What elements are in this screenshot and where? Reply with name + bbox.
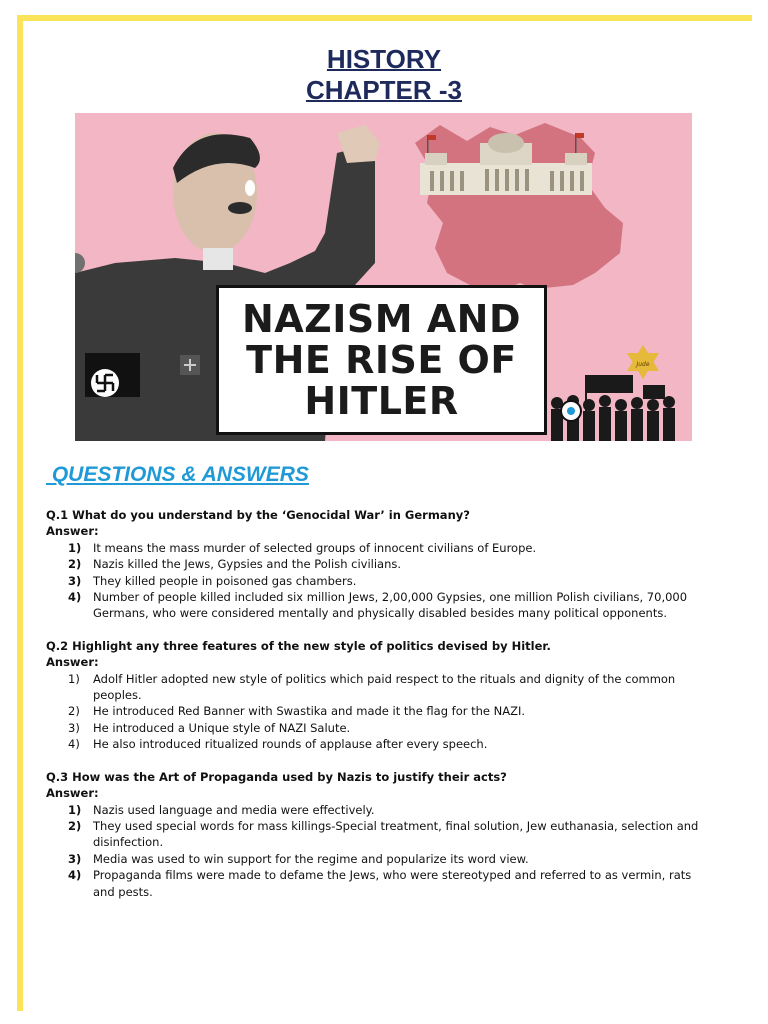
answer-item <box>46 851 706 867</box>
badge-label: Jude <box>636 361 650 368</box>
question-block-3 <box>46 769 706 900</box>
banner-title-line-2: THE RISE OF <box>246 337 517 382</box>
page-title <box>0 44 768 106</box>
chapter-title: CHAPTER -3 <box>305 75 462 105</box>
answer-item <box>46 867 706 900</box>
answer-text: He introduced Red Banner with Swastika and made it the flag for the NAZI. <box>93 704 526 719</box>
answer-number: 1) <box>68 540 82 555</box>
answer-item <box>46 703 706 719</box>
answer-item <box>46 556 706 572</box>
answer-number: 2) <box>68 818 82 833</box>
question-block-2 <box>46 638 706 753</box>
page-border-left <box>17 15 23 1011</box>
answer-text: Number of people killed included six million Jews, 2,00,000 Gypsies, one million Polish civilians, 70,000 Germans, who were considered mentally and physically disabled besides many political opponents. <box>93 590 688 621</box>
answer-number: 1) <box>68 802 82 817</box>
answer-number: 2) <box>68 557 82 572</box>
answer-item <box>46 802 706 818</box>
question-block-1 <box>46 507 706 622</box>
answer-text: Adolf Hitler adopted new style of politics which paid respect to the rituals and dignity of the common peoples. <box>93 671 676 703</box>
answer-number: 3) <box>68 851 82 866</box>
answer-label: Answer: <box>46 786 99 801</box>
answer-text: Propaganda films were made to defame the Jews, who were stereotyped and referred to as vermin, rats and pests. <box>93 868 692 899</box>
answer-item <box>46 818 706 851</box>
answer-number: 3) <box>68 720 80 735</box>
answer-text: Nazis used language and media were effectively. <box>93 802 375 817</box>
answer-number: 4) <box>68 737 80 752</box>
answer-list <box>46 540 706 622</box>
answer-text: Nazis killed the Jews, Gypsies and the Polish civilians. <box>93 557 402 572</box>
banner-title-line-3: HITLER <box>304 378 459 423</box>
page-border-top <box>17 15 752 21</box>
answer-number: 4) <box>68 590 82 605</box>
answer-number: 2) <box>68 704 80 719</box>
answer-text: They killed people in poisoned gas chambers. <box>93 573 357 588</box>
questions-answers-heading: QUESTIONS & ANSWERS <box>46 463 309 486</box>
question-text: Q.1 What do you understand by the ‘Genocidal War’ in Germany? <box>46 508 470 522</box>
answer-number: 3) <box>68 573 82 588</box>
question-text: Q.2 Highlight any three features of the new style of politics devised by Hitler. <box>46 638 551 653</box>
answer-number: 1) <box>68 671 80 686</box>
chapter-banner-image <box>75 113 692 441</box>
answer-text: It means the mass murder of selected groups of innocent civilians of Europe. <box>93 540 537 555</box>
answer-number: 4) <box>68 868 82 883</box>
answer-list <box>46 802 706 900</box>
answer-item <box>46 589 706 622</box>
qa-content <box>46 507 706 916</box>
answer-item <box>46 736 706 752</box>
answer-item <box>46 671 706 704</box>
answer-text: Media was used to win support for the regime and popularize its word view. <box>93 851 529 866</box>
question-text: Q.3 How was the Art of Propaganda used by Nazis to justify their acts? <box>46 769 507 784</box>
answer-text: He introduced a Unique style of NAZI Salute. <box>93 720 351 735</box>
answer-item <box>46 573 706 589</box>
subject-title: HISTORY <box>326 44 442 74</box>
answer-text: They used special words for mass killings-Special treatment, final solution, Jew euthanasia, selection and disinfection. <box>93 818 699 850</box>
answer-label: Answer: <box>46 655 99 670</box>
banner-title-line-1: NAZISM AND <box>241 296 522 341</box>
answer-item <box>46 720 706 736</box>
answer-list <box>46 671 706 753</box>
answer-text: He also introduced ritualized rounds of applause after every speech. <box>93 737 488 752</box>
banner-title-box <box>216 285 547 435</box>
answer-item <box>46 540 706 556</box>
answer-label: Answer: <box>46 524 99 539</box>
